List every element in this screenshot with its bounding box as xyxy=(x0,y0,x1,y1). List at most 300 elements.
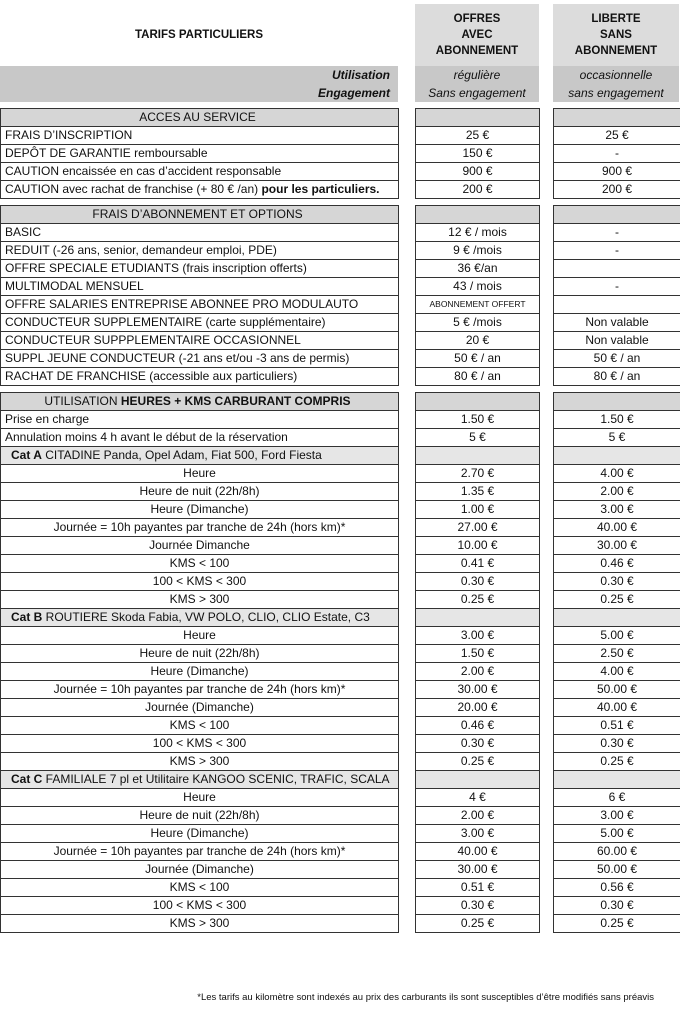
value-liberte: 80 € / an xyxy=(554,368,680,386)
column-gap xyxy=(540,368,554,386)
column-gap xyxy=(399,296,416,314)
column-gap xyxy=(399,127,416,145)
table-row xyxy=(1,645,680,663)
table-row xyxy=(1,278,680,296)
value-subscription: 10.00 € xyxy=(416,537,540,555)
column-gap xyxy=(540,314,554,332)
category-code: Cat A xyxy=(11,448,42,462)
value-liberte: 5.00 € xyxy=(554,825,680,843)
row-label xyxy=(1,663,399,681)
table-row xyxy=(1,296,680,314)
value-subscription: 0.41 € xyxy=(416,555,540,573)
row-label xyxy=(1,861,399,879)
table-row xyxy=(1,717,680,735)
column-gap xyxy=(399,332,416,350)
column-gap xyxy=(399,181,416,199)
table-row xyxy=(1,260,680,278)
table-row xyxy=(1,350,680,368)
row-label xyxy=(1,224,399,242)
row-label xyxy=(1,314,399,332)
usage-col1 xyxy=(415,66,539,102)
column-gap xyxy=(540,735,554,753)
spacer-row xyxy=(1,386,680,393)
column-gap xyxy=(540,278,554,296)
row-label xyxy=(1,573,399,591)
row-label xyxy=(1,591,399,609)
column-gap xyxy=(399,627,416,645)
value-liberte: 3.00 € xyxy=(554,807,680,825)
value-liberte: 50.00 € xyxy=(554,681,680,699)
row-label xyxy=(1,368,399,386)
table-row xyxy=(1,825,680,843)
row-label-text: KMS > 300 xyxy=(169,754,230,768)
row-label xyxy=(1,879,399,897)
table-row xyxy=(1,771,680,789)
column-gap xyxy=(540,717,554,735)
value-subscription: ABONNEMENT OFFERT xyxy=(416,296,540,314)
column-gap xyxy=(540,163,554,181)
row-label xyxy=(1,843,399,861)
row-label-text: CAUTION avec rachat de franchise (+ 80 € /an) xyxy=(5,182,262,196)
value-liberte: 50.00 € xyxy=(554,861,680,879)
column-gap xyxy=(399,663,416,681)
spacer-cell xyxy=(399,199,416,206)
table-row xyxy=(1,501,680,519)
column-gap xyxy=(540,861,554,879)
row-label-text: REDUIT (-26 ans, senior, demandeur emploi, PDE) xyxy=(5,243,277,257)
column-gap xyxy=(540,915,554,933)
row-label-text: Annulation moins 4 h avant le début de la réservation xyxy=(5,430,288,444)
value-liberte: 5.00 € xyxy=(554,627,680,645)
value-subscription: 0.25 € xyxy=(416,753,540,771)
row-label-text: CONDUCTEUR SUPPLEMENTAIRE (carte supplémentaire) xyxy=(5,315,326,329)
category-name: CITADINE Panda, Opel Adam, Fiat 500, Ford Fiesta xyxy=(41,448,322,462)
row-label xyxy=(1,350,399,368)
value-subscription: 3.00 € xyxy=(416,825,540,843)
spacer-cell xyxy=(416,199,540,206)
table-row xyxy=(1,681,680,699)
row-label xyxy=(1,645,399,663)
column-gap xyxy=(399,591,416,609)
column-gap xyxy=(399,483,416,501)
value-subscription xyxy=(416,109,540,127)
row-label-text: SUPPL JEUNE CONDUCTEUR (-21 ans et/ou -3 ans de permis) xyxy=(5,351,350,365)
value-liberte: 4.00 € xyxy=(554,663,680,681)
value-liberte xyxy=(554,771,680,789)
row-label-text: BASIC xyxy=(5,225,42,239)
value-liberte: - xyxy=(554,224,680,242)
column-gap xyxy=(399,224,416,242)
column-gap xyxy=(399,519,416,537)
column-gap xyxy=(399,879,416,897)
row-label xyxy=(1,109,399,127)
table-row xyxy=(1,206,680,224)
row-label-text: Heure de nuit (22h/8h) xyxy=(139,646,260,660)
row-label-text: KMS > 300 xyxy=(169,916,230,930)
value-subscription: 5 € xyxy=(416,429,540,447)
value-liberte: 0.25 € xyxy=(554,915,680,933)
value-subscription: 30.00 € xyxy=(416,861,540,879)
value-subscription: 0.30 € xyxy=(416,573,540,591)
row-label xyxy=(1,332,399,350)
column-gap xyxy=(399,465,416,483)
column-gap xyxy=(399,843,416,861)
table-header xyxy=(0,4,680,102)
value-subscription: 2.00 € xyxy=(416,663,540,681)
column-gap xyxy=(540,699,554,717)
table-row xyxy=(1,519,680,537)
row-label xyxy=(1,501,399,519)
row-label xyxy=(1,519,399,537)
row-label xyxy=(1,717,399,735)
column-gap xyxy=(540,393,554,411)
row-label-text: 100 < KMS < 300 xyxy=(152,574,247,588)
column-gap xyxy=(399,314,416,332)
row-label xyxy=(1,609,399,627)
value-liberte: 900 € xyxy=(554,163,680,181)
value-subscription xyxy=(416,609,540,627)
value-liberte: 40.00 € xyxy=(554,699,680,717)
value-liberte: 0.46 € xyxy=(554,555,680,573)
table-row xyxy=(1,753,680,771)
row-label xyxy=(1,735,399,753)
column-gap xyxy=(399,573,416,591)
row-label xyxy=(1,296,399,314)
row-label xyxy=(1,447,399,465)
row-label-text: RACHAT DE FRANCHISE (accessible aux particuliers) xyxy=(5,369,298,383)
row-label-text: Heure xyxy=(183,628,216,642)
value-liberte: 0.30 € xyxy=(554,735,680,753)
usage-labels xyxy=(0,66,398,102)
column-gap xyxy=(399,681,416,699)
row-label xyxy=(1,789,399,807)
column-gap xyxy=(540,573,554,591)
value-subscription: 0.30 € xyxy=(416,735,540,753)
column-gap xyxy=(399,368,416,386)
value-liberte: 25 € xyxy=(554,127,680,145)
usage-value: occasionnelle xyxy=(579,68,653,82)
engagement-label: Engagement xyxy=(317,86,390,100)
table-row xyxy=(1,163,680,181)
value-liberte xyxy=(554,447,680,465)
value-subscription: 0.25 € xyxy=(416,915,540,933)
row-label xyxy=(1,145,399,163)
category-code: Cat C xyxy=(11,772,43,786)
value-liberte: 0.56 € xyxy=(554,879,680,897)
column-header-liberte: LIBERTE SANS ABONNEMENT xyxy=(553,4,679,66)
table-row xyxy=(1,393,680,411)
spacer-cell xyxy=(540,386,554,393)
value-liberte: 200 € xyxy=(554,181,680,199)
value-liberte xyxy=(554,206,680,224)
value-subscription: 36 €/an xyxy=(416,260,540,278)
column-gap xyxy=(540,753,554,771)
section-title-bold: HEURES + KMS CARBURANT COMPRIS xyxy=(120,394,351,408)
row-label-text: Journée (Dimanche) xyxy=(145,700,254,714)
spacer-cell xyxy=(554,199,680,206)
value-subscription: 20 € xyxy=(416,332,540,350)
column-gap xyxy=(399,861,416,879)
usage-col2 xyxy=(553,66,679,102)
column-gap xyxy=(540,789,554,807)
value-liberte: 3.00 € xyxy=(554,501,680,519)
row-label xyxy=(1,681,399,699)
value-liberte: 0.30 € xyxy=(554,897,680,915)
column-gap xyxy=(399,501,416,519)
column-gap xyxy=(540,145,554,163)
spacer-cell xyxy=(399,386,416,393)
column-gap xyxy=(399,393,416,411)
row-label-text: OFFRE SALARIES ENTREPRISE ABONNEE PRO MODULAUTO xyxy=(5,297,359,311)
table-row xyxy=(1,411,680,429)
row-label xyxy=(1,537,399,555)
row-label xyxy=(1,127,399,145)
column-gap xyxy=(399,789,416,807)
table-row xyxy=(1,915,680,933)
row-label-text: Heure de nuit (22h/8h) xyxy=(139,808,260,822)
column-gap xyxy=(540,242,554,260)
row-label-text: Heure (Dimanche) xyxy=(150,502,249,516)
column-gap xyxy=(399,411,416,429)
table-row xyxy=(1,789,680,807)
value-liberte: 5 € xyxy=(554,429,680,447)
column-gap xyxy=(399,206,416,224)
value-subscription: 30.00 € xyxy=(416,681,540,699)
column-gap xyxy=(540,825,554,843)
value-liberte: 1.50 € xyxy=(554,411,680,429)
row-label xyxy=(1,206,399,224)
row-label xyxy=(1,897,399,915)
value-subscription: 40.00 € xyxy=(416,843,540,861)
table-row xyxy=(1,242,680,260)
table-row xyxy=(1,591,680,609)
value-subscription: 20.00 € xyxy=(416,699,540,717)
value-liberte: Non valable xyxy=(554,332,680,350)
table-row xyxy=(1,429,680,447)
row-label-text: KMS > 300 xyxy=(169,592,230,606)
row-label xyxy=(1,555,399,573)
column-gap xyxy=(399,555,416,573)
row-label-text: MULTIMODAL MENSUEL xyxy=(5,279,144,293)
engagement-value: sans engagement xyxy=(568,86,664,100)
column-gap xyxy=(399,350,416,368)
column-gap xyxy=(540,483,554,501)
value-subscription: 1.50 € xyxy=(416,645,540,663)
table-row xyxy=(1,181,680,199)
row-label-text: CONDUCTEUR SUPPPLEMENTAIRE OCCASIONNEL xyxy=(5,333,301,347)
column-gap xyxy=(540,897,554,915)
column-gap xyxy=(399,825,416,843)
column-gap xyxy=(399,163,416,181)
value-subscription: 50 € / an xyxy=(416,350,540,368)
column-gap xyxy=(399,242,416,260)
column-gap xyxy=(540,681,554,699)
table-row xyxy=(1,609,680,627)
table-row xyxy=(1,861,680,879)
table-row xyxy=(1,224,680,242)
table-row xyxy=(1,127,680,145)
value-liberte: 6 € xyxy=(554,789,680,807)
value-subscription xyxy=(416,771,540,789)
column-gap xyxy=(399,278,416,296)
value-subscription: 1.50 € xyxy=(416,411,540,429)
spacer-cell xyxy=(416,386,540,393)
table-row xyxy=(1,879,680,897)
table-row xyxy=(1,699,680,717)
column-gap xyxy=(540,127,554,145)
value-liberte: 2.50 € xyxy=(554,645,680,663)
row-label xyxy=(1,915,399,933)
value-liberte: Non valable xyxy=(554,314,680,332)
table-row xyxy=(1,555,680,573)
row-label-text: Heure xyxy=(183,790,216,804)
value-subscription: 1.35 € xyxy=(416,483,540,501)
row-label-text: Journée = 10h payantes par tranche de 24h (hors km)* xyxy=(53,682,346,696)
table-row xyxy=(1,627,680,645)
column-gap xyxy=(540,109,554,127)
row-label-text: 100 < KMS < 300 xyxy=(152,898,247,912)
row-label-text: CAUTION encaissée en cas d’accident responsable xyxy=(5,164,282,178)
spacer-cell xyxy=(540,199,554,206)
category-name: ROUTIERE Skoda Fabia, VW POLO, CLIO, CLIO Estate, C3 xyxy=(42,610,370,624)
column-gap xyxy=(399,735,416,753)
column-gap xyxy=(540,224,554,242)
column-gap xyxy=(540,663,554,681)
value-liberte: 0.25 € xyxy=(554,591,680,609)
value-liberte xyxy=(554,109,680,127)
column-gap xyxy=(540,206,554,224)
value-liberte xyxy=(554,260,680,278)
value-subscription: 80 € / an xyxy=(416,368,540,386)
row-label xyxy=(1,699,399,717)
column-gap xyxy=(540,609,554,627)
value-subscription: 12 € / mois xyxy=(416,224,540,242)
column-gap xyxy=(540,429,554,447)
column-gap xyxy=(540,627,554,645)
row-label xyxy=(1,393,399,411)
spacer-cell xyxy=(1,386,399,393)
value-liberte: 4.00 € xyxy=(554,465,680,483)
column-gap xyxy=(540,181,554,199)
row-label xyxy=(1,278,399,296)
column-gap xyxy=(399,429,416,447)
column-gap xyxy=(399,807,416,825)
usage-label: Utilisation xyxy=(331,68,390,82)
usage-value: régulière xyxy=(453,68,501,82)
value-subscription: 0.46 € xyxy=(416,717,540,735)
footnote: *Les tarifs au kilomètre sont indexés au prix des carburants ils sont susceptibles d’être modifiés sans préavis xyxy=(197,992,654,1003)
value-liberte: 2.00 € xyxy=(554,483,680,501)
row-label-text: Journée (Dimanche) xyxy=(145,862,254,876)
value-liberte: 30.00 € xyxy=(554,537,680,555)
value-subscription: 2.00 € xyxy=(416,807,540,825)
column-gap xyxy=(540,591,554,609)
table-row xyxy=(1,897,680,915)
row-label-text: KMS < 100 xyxy=(169,880,230,894)
value-liberte xyxy=(554,296,680,314)
row-label xyxy=(1,807,399,825)
table-row xyxy=(1,145,680,163)
value-subscription xyxy=(416,393,540,411)
column-header-subscription: OFFRES AVEC ABONNEMENT xyxy=(415,4,539,66)
spacer-cell xyxy=(1,199,399,206)
column-gap xyxy=(399,753,416,771)
table-row xyxy=(1,807,680,825)
value-subscription: 25 € xyxy=(416,127,540,145)
value-subscription xyxy=(416,447,540,465)
row-label-text: OFFRE SPECIALE ETUDIANTS (frais inscription offerts) xyxy=(5,261,307,275)
table-row xyxy=(1,368,680,386)
value-subscription: 0.25 € xyxy=(416,591,540,609)
value-liberte: 0.51 € xyxy=(554,717,680,735)
row-label xyxy=(1,260,399,278)
spacer-cell xyxy=(554,386,680,393)
column-gap xyxy=(540,771,554,789)
table-row xyxy=(1,314,680,332)
row-label xyxy=(1,465,399,483)
row-label-text: DEPÔT DE GARANTIE remboursable xyxy=(5,146,208,160)
column-gap xyxy=(399,260,416,278)
category-name: FAMILIALE 7 pl et Utilitaire KANGOO SCENIC, TRAFIC, SCALA xyxy=(42,772,390,786)
table-row xyxy=(1,663,680,681)
column-gap xyxy=(540,332,554,350)
section-title: ACCES AU SERVICE xyxy=(139,110,256,124)
value-liberte: - xyxy=(554,278,680,296)
row-label-text: Heure xyxy=(183,466,216,480)
column-gap xyxy=(540,260,554,278)
column-gap xyxy=(540,350,554,368)
value-subscription: 27.00 € xyxy=(416,519,540,537)
column-gap xyxy=(540,807,554,825)
row-label xyxy=(1,242,399,260)
column-gap xyxy=(399,699,416,717)
tariff-table xyxy=(0,108,680,933)
column-gap xyxy=(399,897,416,915)
row-label-text: Heure de nuit (22h/8h) xyxy=(139,484,260,498)
value-liberte: - xyxy=(554,242,680,260)
column-gap xyxy=(540,645,554,663)
column-gap xyxy=(540,447,554,465)
value-liberte xyxy=(554,393,680,411)
column-gap xyxy=(399,145,416,163)
category-code: Cat B xyxy=(11,610,43,624)
row-label xyxy=(1,483,399,501)
column-gap xyxy=(540,879,554,897)
value-liberte: 50 € / an xyxy=(554,350,680,368)
row-label-text: KMS < 100 xyxy=(169,718,230,732)
row-label-text: KMS < 100 xyxy=(169,556,230,570)
value-subscription: 4 € xyxy=(416,789,540,807)
row-label xyxy=(1,753,399,771)
table-row xyxy=(1,735,680,753)
value-subscription: 0.51 € xyxy=(416,879,540,897)
section-title: UTILISATION xyxy=(44,394,121,408)
row-label-text: Journée = 10h payantes par tranche de 24h (hors km)* xyxy=(53,844,346,858)
column-gap xyxy=(399,645,416,663)
column-gap xyxy=(540,537,554,555)
spacer-row xyxy=(1,199,680,206)
value-liberte: 40.00 € xyxy=(554,519,680,537)
value-subscription: 5 € /mois xyxy=(416,314,540,332)
row-label-bold: pour les particuliers. xyxy=(261,182,380,196)
column-gap xyxy=(540,555,554,573)
row-label-text: Heure (Dimanche) xyxy=(150,826,249,840)
value-subscription: 900 € xyxy=(416,163,540,181)
column-gap xyxy=(399,717,416,735)
value-subscription: 9 € /mois xyxy=(416,242,540,260)
value-subscription: 43 / mois xyxy=(416,278,540,296)
column-gap xyxy=(399,537,416,555)
